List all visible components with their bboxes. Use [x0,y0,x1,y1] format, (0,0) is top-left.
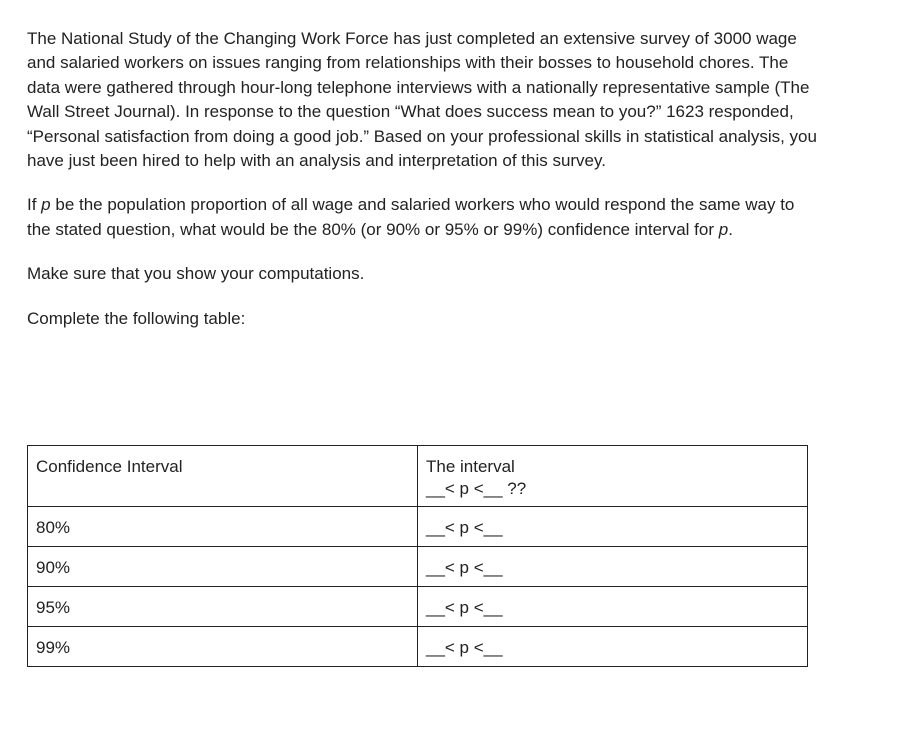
table-header-row [28,446,808,507]
header-confidence-interval [28,446,418,507]
variable-p-end: p [718,219,729,239]
header-col1-label: Confidence Interval [36,457,183,476]
header-col2-label: The interval [426,457,515,476]
confidence-level-cell: 90% [28,547,418,587]
question-text-start: If [27,195,42,215]
intro-paragraph: The National Study of the Changing Work Force has just completed an extensive survey of 3000 wage and salaried workers on issues ranging from relationships with their bosses to household chores. The data were gathered through hour-long telephone interviews with a nationally representative sample (The Wall Street Journal). In response to the question “What does success mean to you?” 1623 responded, “Personal satisfaction from doing a good job.” Based on your professional skills in statistical analysis, you have just been hired to help with an analysis and interpretation of this survey. [27,29,817,171]
confidence-level-cell: 80% [28,507,418,547]
table-instruction: Complete the following table: [27,308,246,328]
interval-cell[interactable]: __< p <__ [418,627,808,667]
interval-cell[interactable]: __< p <__ [418,507,808,547]
question-text-middle: be the population proportion of all wage and salaried workers who would respond the same way to the stated question, what would be the 80% (or 90% or 95% or 99%) confidence interval for [27,195,795,239]
variable-p: p [41,195,51,215]
interval-cell[interactable]: __< p <__ [418,547,808,587]
header-the-interval [418,446,808,507]
confidence-level-cell: 99% [28,627,418,667]
question-paragraph [27,193,817,242]
table-row [28,547,808,587]
confidence-interval-table [27,445,808,667]
question-text-end: . [728,219,733,239]
confidence-level-cell: 95% [28,587,418,627]
problem-text [27,27,817,331]
table-row [28,507,808,547]
header-col2-format: __< p <__ ?? [426,479,527,498]
instruction-paragraph: Make sure that you show your computations. [27,264,365,284]
table-row [28,627,808,667]
interval-cell[interactable]: __< p <__ [418,587,808,627]
table-row [28,587,808,627]
